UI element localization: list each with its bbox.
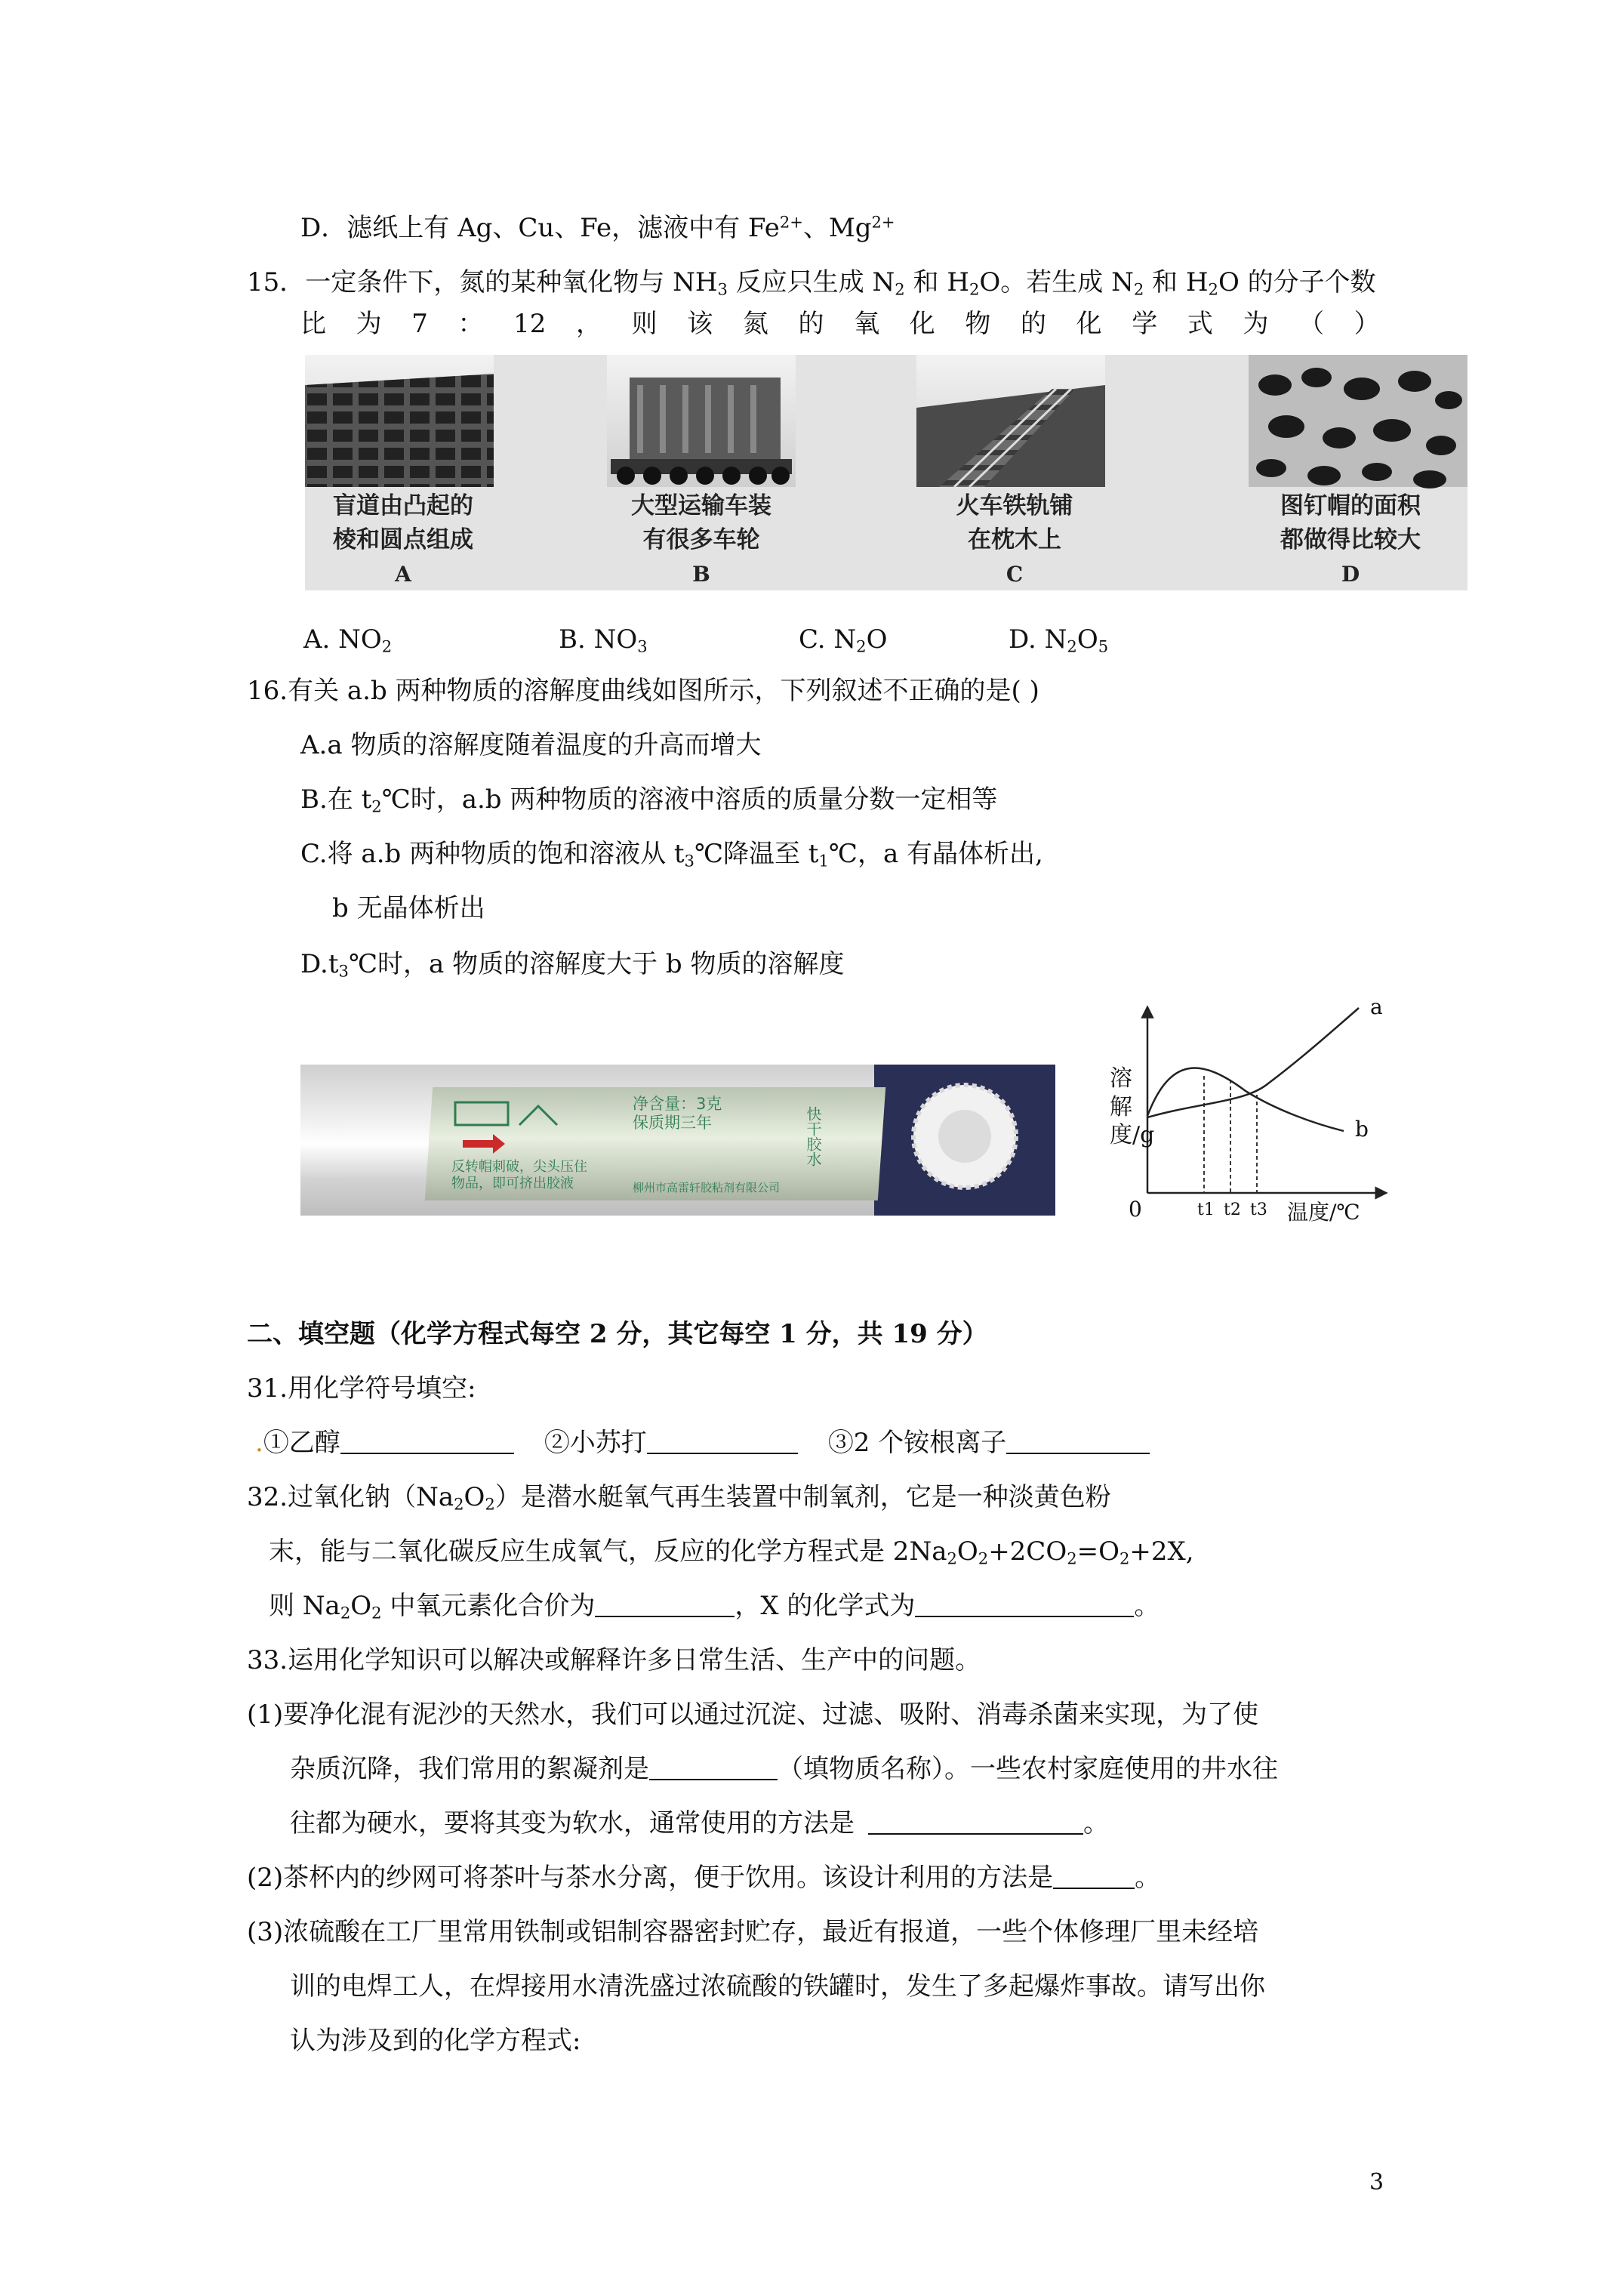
series-b-curve bbox=[1147, 1068, 1344, 1131]
q33-blank-method[interactable] bbox=[1053, 1865, 1135, 1889]
section-2-heading: 二、填空题（化学方程式每空 2 分，其它每空 1 分，共 19 分） bbox=[247, 1319, 988, 1349]
photo-truck bbox=[607, 355, 796, 487]
q32-blank-formula[interactable] bbox=[915, 1593, 1134, 1617]
q31-blank-2[interactable] bbox=[647, 1430, 798, 1454]
photo-d-caption: 图钉帽的面积 都做得比较大 D bbox=[1280, 492, 1421, 587]
origin-label: 0 bbox=[1129, 1197, 1142, 1222]
q33-p2: (2)茶杯内的纱网可将茶叶与茶水分离，便于饮用。该设计利用的方法是 。 bbox=[247, 1863, 1161, 1893]
q33-blank-flocculant[interactable] bbox=[649, 1756, 778, 1780]
q33-p1-line2: 杂质沉降，我们常用的絮凝剂是 （填物质名称）。一些农村家庭使用的井水往 bbox=[290, 1754, 1278, 1784]
q32-blank-valence[interactable] bbox=[595, 1593, 735, 1617]
q15-line2-char: 则 bbox=[631, 309, 658, 339]
x-tick-t3: t3 bbox=[1250, 1200, 1267, 1219]
q33-blank-softening[interactable] bbox=[868, 1811, 1083, 1835]
q15-stem-line1: 15．一定条件下，氮的某种氧化物与 $NH_3$ 反应只生成 $N_2$ 和 $H_2O$。若生成 $N_2$ 和 $H_2O$ 的分子个数 bbox=[247, 267, 1376, 299]
q32-line1: 32.过氧化钠$(Na_2O_2)$是潜水艇氧气再生装置中制氧剂，它是一种淡黄色粉 bbox=[247, 1482, 1111, 1514]
series-b-label: b bbox=[1355, 1117, 1369, 1142]
q15-option-c: C. $N_2O$ bbox=[799, 624, 888, 656]
q14-option-d: D．滤纸上有 Ag、Cu、Fe，滤液中有 $Fe^{2+}$、$Mg^{2+}$ bbox=[300, 212, 895, 243]
q31-stem: 31.用化学符号填空: bbox=[247, 1373, 476, 1404]
q15-line2-char: 7 bbox=[411, 309, 428, 339]
q33-p1-line1: (1)要净化混有泥沙的天然水，我们可以通过沉淀、过滤、吸附、消毒杀菌来实现，为了使 bbox=[247, 1700, 1259, 1730]
q15-line2-char: 12 bbox=[513, 309, 547, 339]
photo-a-caption: 盲道由凸起的 棱和圆点组成 A bbox=[333, 492, 473, 587]
q33-p3-line3: 认为涉及到的化学方程式: bbox=[290, 2026, 581, 2056]
q31-blanks: .①乙醇 ②小苏打 ③2 个铵根离子 bbox=[255, 1430, 1150, 1456]
q15-stem-line2 bbox=[300, 311, 1380, 337]
q16-option-c-line2: b 无晶体析出 bbox=[332, 893, 485, 923]
tube-label-instructions: 反转帽刺破，尖头压住 物品，即可挤出胶液 bbox=[451, 1159, 587, 1191]
q15-line2-char: 氮 bbox=[742, 309, 768, 339]
q15-line2-char: 化 bbox=[909, 309, 935, 339]
q15-option-d: D. $N_2O_5$ bbox=[1009, 624, 1109, 656]
tube-label-weight: 净含量：3克 保质期三年 bbox=[633, 1095, 722, 1133]
tube-label-side: 快干胶水 bbox=[804, 1106, 822, 1166]
series-a-curve bbox=[1147, 1008, 1359, 1117]
photo-tactile-paving bbox=[305, 355, 494, 487]
q15-line2-char: 的 bbox=[798, 309, 824, 339]
q16-stem: 16.有关 a.b 两种物质的溶解度曲线如图所示，下列叙述不正确的是( ) bbox=[247, 676, 1039, 706]
solubility-chart bbox=[1095, 994, 1412, 1225]
photo-thumbtacks bbox=[1249, 355, 1467, 488]
page-number: 3 bbox=[1369, 2169, 1384, 2196]
x-tick-t1: t1 bbox=[1197, 1200, 1215, 1219]
pressure-examples-image bbox=[305, 355, 1467, 590]
q15-line2-char: ） bbox=[1354, 309, 1380, 339]
y-axis-label: 溶解度/g bbox=[1110, 1065, 1155, 1148]
q32-line3: 则 $Na_2O_2$ 中氧元素化合价为 ，X 的化学式为 。 bbox=[269, 1591, 1160, 1623]
q32-line2: 末，能与二氧化碳反应生成氧气，反应的化学方程式是 $2Na_2O_2+2CO_2=O_2+2X$, bbox=[269, 1536, 1194, 1568]
q15-line2-char: 为 bbox=[356, 309, 382, 339]
q15-line2-char: 比 bbox=[300, 309, 326, 339]
q15-line2-char: 为 bbox=[1243, 309, 1269, 339]
tube-label-maker: 柳州市高雷轩胶粘剂有限公司 bbox=[633, 1181, 781, 1194]
q31-blank-1[interactable] bbox=[340, 1430, 514, 1454]
q31-blank-3[interactable] bbox=[1006, 1430, 1150, 1454]
photo-c-caption: 火车铁轨铺 在枕木上 C bbox=[956, 492, 1073, 587]
q15-line2-char: ， bbox=[576, 309, 602, 339]
q16-option-b: B.在 $t_2℃$时，a.b 两种物质的溶液中溶质的质量分数一定相等 bbox=[300, 784, 998, 816]
x-axis-label: 温度/℃ bbox=[1287, 1200, 1360, 1225]
q15-line2-char: 化 bbox=[1076, 309, 1102, 339]
q16-option-d: $D.t_3℃$时，a 物质的溶解度大于 b 物质的溶解度 bbox=[300, 949, 845, 981]
q15-option-a: A. $NO_2$ bbox=[303, 624, 393, 656]
q15-line2-char: 学 bbox=[1132, 309, 1158, 339]
glue-tube-image bbox=[300, 1065, 1055, 1216]
series-a-label: a bbox=[1370, 994, 1383, 1019]
q15-line2-char: 该 bbox=[687, 309, 713, 339]
q33-stem: 33.运用化学知识可以解决或解释许多日常生活、生产中的问题。 bbox=[247, 1645, 981, 1675]
q15-line2-char: ： bbox=[457, 309, 484, 339]
photo-railway bbox=[916, 355, 1105, 487]
photo-b-caption: 大型运输车装 有很多车轮 B bbox=[631, 492, 771, 587]
q15-line2-char: 氧 bbox=[854, 309, 880, 339]
x-tick-t2: t2 bbox=[1224, 1200, 1241, 1219]
q33-p1-line3: 往都为硬水，要将其变为软水，通常使用的方法是 。 bbox=[290, 1808, 1109, 1838]
q15-line2-char: （ bbox=[1298, 309, 1325, 339]
q33-p3-line1: (3)浓硫酸在工厂里常用铁制或铝制容器密封贮存，最近有报道，一些个体修理厂里未经培 bbox=[247, 1917, 1259, 1947]
q15-line2-char: 的 bbox=[1021, 309, 1047, 339]
q15-option-b: B. $NO_3$ bbox=[559, 624, 648, 656]
q16-option-c-line1: C.将 a.b 两种物质的饱和溶液从 $t_3℃$降温至 $t_1℃$，a 有晶体析出, bbox=[300, 839, 1043, 871]
q15-line2-char: 式 bbox=[1187, 309, 1213, 339]
q15-line2-char: 物 bbox=[965, 309, 991, 339]
q16-option-a: A.a 物质的溶解度随着温度的升高而增大 bbox=[300, 730, 762, 760]
q33-p3-line2: 训的电焊工人，在焊接用水清洗盛过浓硫酸的铁罐时，发生了多起爆炸事故。请写出你 bbox=[290, 1971, 1265, 2002]
